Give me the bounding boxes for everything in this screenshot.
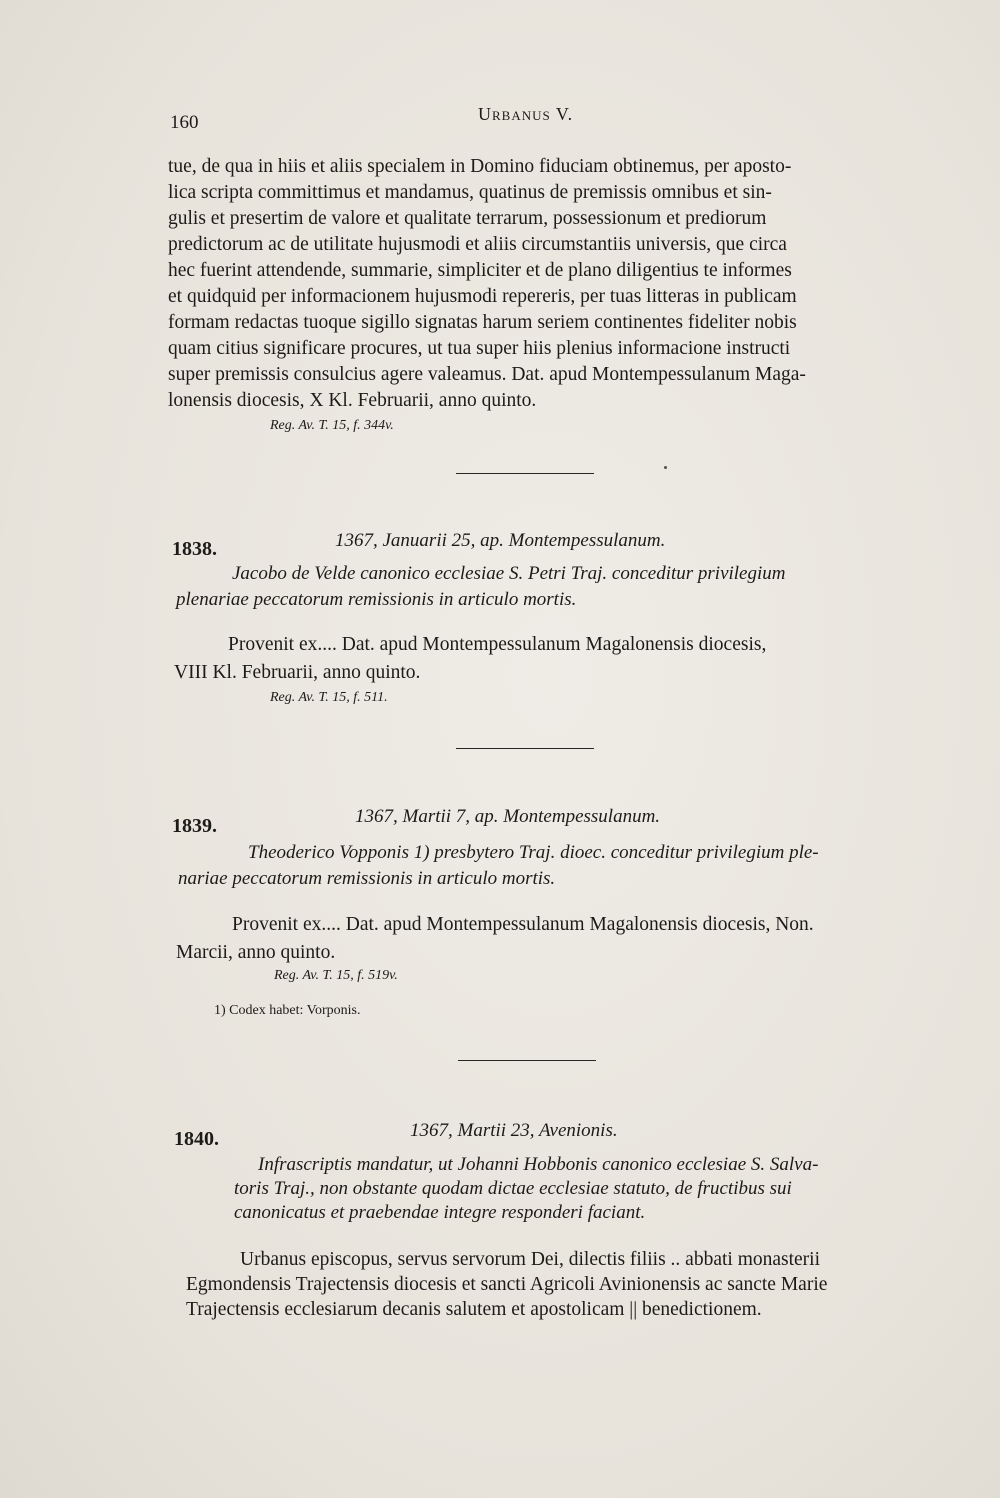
- text-line: tue, de qua in hiis et aliis specialem in Domino fiduciam obtinemus, per aposto-: [168, 156, 792, 177]
- text-line: lonensis diocesis, X Kl. Februarii, anno quinto.: [168, 390, 537, 411]
- text-line: hec fuerint attendende, summarie, simpliciter et de plano diligentius te informes: [168, 260, 792, 281]
- text-line: et quidquid per informacionem hujusmodi repereris, per tuas litteras in publicam: [168, 286, 797, 307]
- entry-summary-line: Jacobo de Velde canonico ecclesiae S. Petri Traj. conceditur privilegium: [232, 563, 786, 584]
- register-reference: Reg. Av. T. 15, f. 511.: [270, 690, 388, 705]
- entry-date: 1367, Martii 7, ap. Montempessulanum.: [355, 806, 661, 827]
- entry-summary-line: canonicatus et praebendae integre responderi faciant.: [234, 1202, 646, 1223]
- entry-summary-line: nariae peccatorum remissionis in articulo mortis.: [178, 868, 556, 889]
- entry-summary-line: toris Traj., non obstante quodam dictae ecclesiae statuto, de fructibus sui: [234, 1178, 792, 1199]
- entry-text-line: Provenit ex.... Dat. apud Montempessulanum Magalonensis diocesis,: [228, 634, 767, 655]
- footnote: 1) Codex habet: Vorponis.: [214, 1003, 361, 1018]
- register-reference: Reg. Av. T. 15, f. 519v.: [274, 968, 398, 983]
- entry-summary-line: Infrascriptis mandatur, ut Johanni Hobbonis canonico ecclesiae S. Salva-: [258, 1154, 819, 1175]
- register-reference: Reg. Av. T. 15, f. 344v.: [270, 418, 394, 433]
- running-head: Urbanus V.: [478, 104, 574, 124]
- print-mark: [664, 466, 667, 469]
- entry-text-line: Provenit ex.... Dat. apud Montempessulanum Magalonensis diocesis, Non.: [232, 914, 814, 935]
- entry-date: 1367, Martii 23, Avenionis.: [410, 1120, 618, 1141]
- entry-number: 1838.: [172, 538, 217, 560]
- section-divider: [456, 748, 594, 749]
- text-line: lica scripta committimus et mandamus, quatinus de premissis omnibus et sin-: [168, 182, 772, 203]
- section-divider: [456, 473, 594, 474]
- page-number: 160: [170, 112, 199, 133]
- text-line: quam citius significare procures, ut tua super hiis plenius informacione instructi: [168, 338, 791, 359]
- entry-text-line: Egmondensis Trajectensis diocesis et sancti Agricoli Avinionensis ac sancte Marie: [186, 1274, 828, 1295]
- text-line: predictorum ac de utilitate hujusmodi et aliis circumstantiis universis, que circa: [168, 234, 787, 255]
- section-divider: [458, 1060, 596, 1061]
- entry-text-line: Trajectensis ecclesiarum decanis salutem et apostolicam || benedictionem.: [186, 1299, 762, 1320]
- entry-text-line: Urbanus episcopus, servus servorum Dei, dilectis filiis .. abbati monasterii: [240, 1249, 821, 1270]
- text-line: super premissis consulcius agere valeamus. Dat. apud Montempessulanum Maga-: [168, 364, 806, 385]
- text-line: gulis et presertim de valore et qualitate terrarum, possessionum et prediorum: [168, 208, 767, 229]
- entry-text-line: VIII Kl. Februarii, anno quinto.: [174, 662, 421, 683]
- text-line: formam redactas tuoque sigillo signatas harum seriem continentes fideliter nobis: [168, 312, 797, 333]
- entry-text-line: Marcii, anno quinto.: [176, 942, 336, 963]
- entry-summary-line: plenariae peccatorum remissionis in articulo mortis.: [176, 589, 577, 610]
- entry-date: 1367, Januarii 25, ap. Montempessulanum.: [335, 530, 666, 551]
- entry-number: 1839.: [172, 815, 217, 837]
- entry-summary-line: Theoderico Vopponis 1) presbytero Traj. dioec. conceditur privilegium ple-: [248, 842, 819, 863]
- entry-number: 1840.: [174, 1128, 219, 1150]
